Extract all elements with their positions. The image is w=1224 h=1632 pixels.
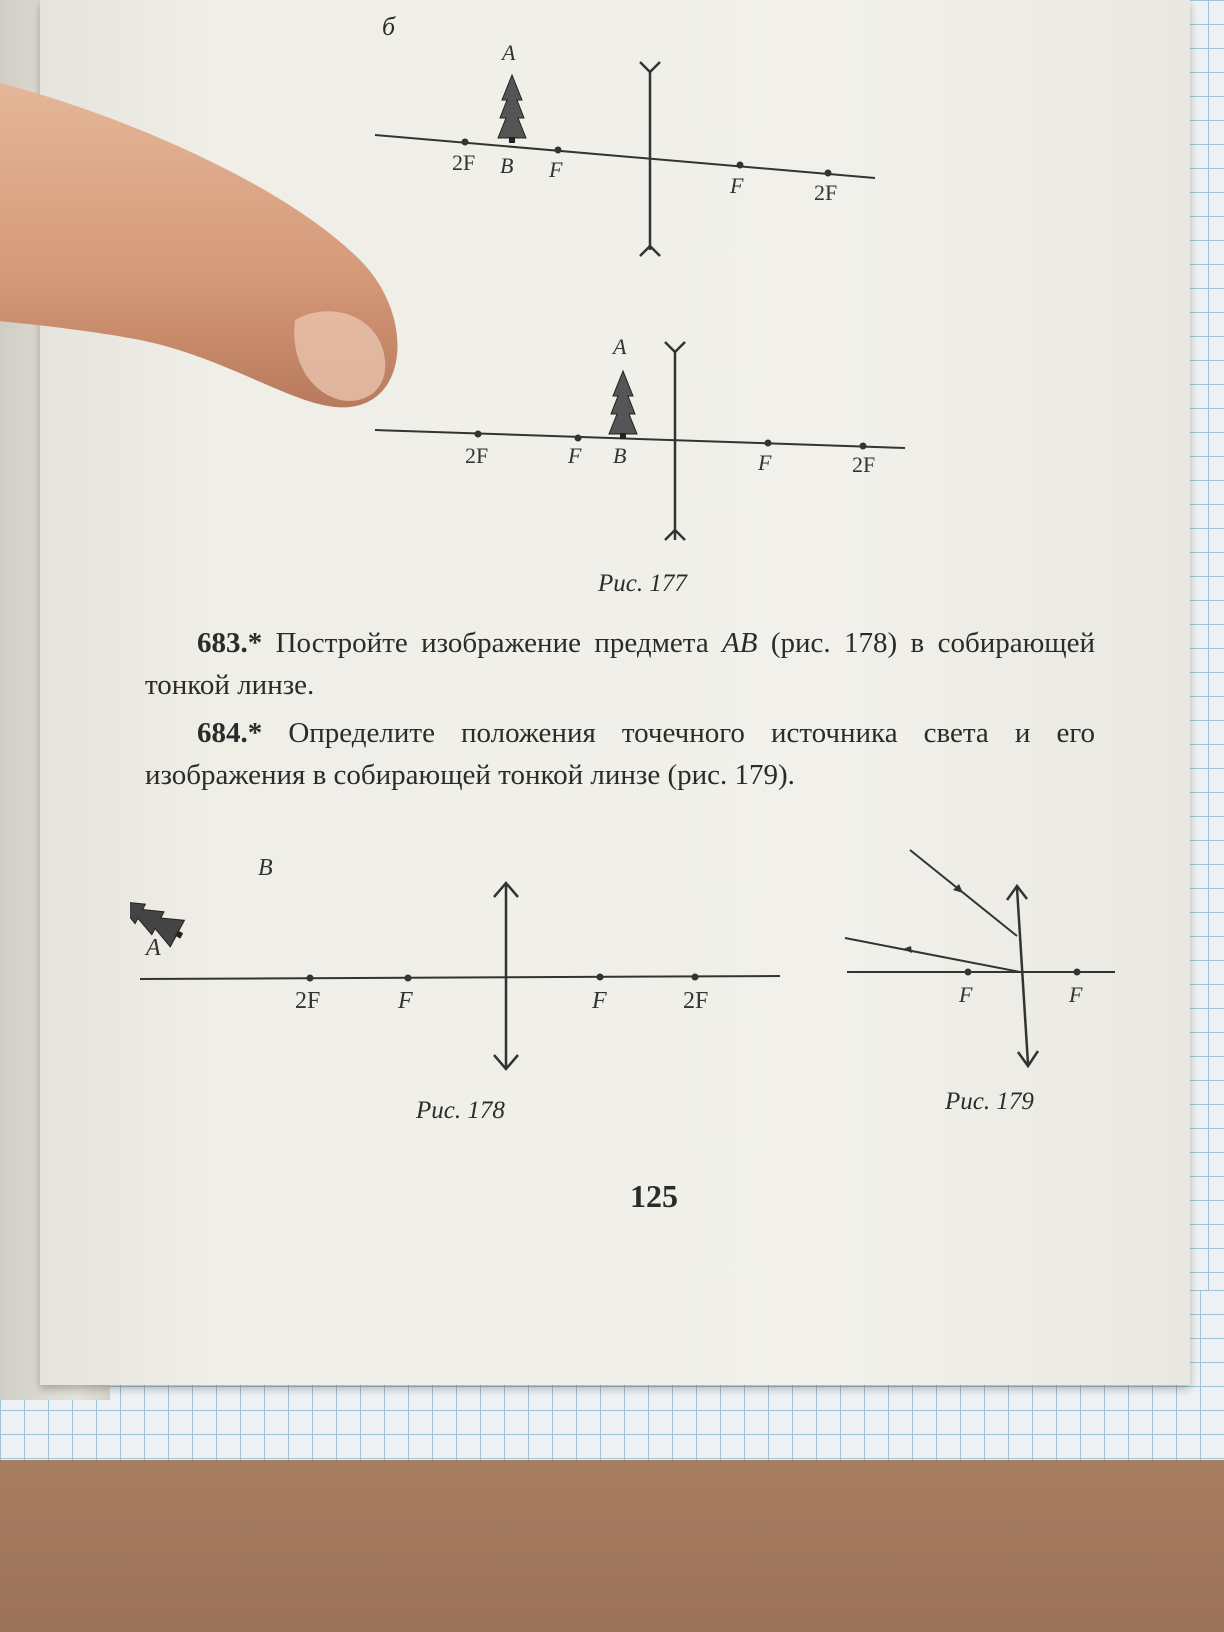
- fig177-caption: Рис. 177: [598, 570, 687, 597]
- finger-photo: [0, 60, 440, 430]
- label-f-left: F: [959, 982, 973, 1007]
- label-f-right: F: [592, 988, 607, 1014]
- fig178-diagram: [130, 855, 790, 1080]
- problem-text: Постройте изображение предмета: [275, 627, 723, 659]
- fig177-bottom-diagram: [370, 330, 910, 550]
- label-f-left: F: [568, 443, 582, 468]
- problem-683: [145, 622, 1095, 706]
- label-a: A: [146, 935, 161, 961]
- label-a: A: [502, 40, 516, 65]
- label-b: B: [613, 443, 627, 468]
- tree-object: [498, 75, 526, 143]
- lens-end-top: [665, 342, 685, 352]
- label-f-right: F: [758, 450, 772, 475]
- label-a: A: [613, 334, 627, 359]
- lens-end-top: [640, 62, 660, 72]
- label-f-left: F: [398, 988, 413, 1014]
- page-number: 125: [630, 1178, 678, 1214]
- problem-number: 684.*: [197, 717, 263, 749]
- problem-number: 683.*: [197, 627, 263, 659]
- subfigure-letter: б: [382, 12, 396, 41]
- label-b: B: [258, 855, 273, 881]
- ray-lower: [845, 938, 1020, 972]
- fig177-top-diagram: [370, 40, 890, 270]
- label-f-right: F: [730, 173, 744, 198]
- problem-italic: AB: [722, 627, 758, 659]
- label-2f-left: 2F: [452, 150, 476, 175]
- problem-text-end: (рис. 178) в собирающей тонкой линзе.: [145, 627, 1095, 701]
- problem-text: Определите положения точечного источника света и его изображения в собирающей тонкой линзе (рис. 179).: [145, 717, 1096, 791]
- ray-upper: [910, 850, 1017, 936]
- tree-object: [609, 371, 637, 439]
- label-2f-right: 2F: [814, 180, 838, 205]
- label-2f-left: 2F: [465, 443, 489, 468]
- problem-684: [145, 712, 1095, 796]
- fig179-caption: Рис. 179: [945, 1088, 1034, 1115]
- ray-arrowhead: [903, 946, 912, 953]
- label-b: B: [500, 153, 514, 178]
- label-2f-right: 2F: [683, 988, 709, 1014]
- label-f-left: F: [549, 157, 563, 182]
- fig178-caption: Рис. 178: [416, 1097, 505, 1124]
- lens-end-bottom: [640, 246, 660, 256]
- label-f-right: F: [1069, 982, 1083, 1007]
- label-2f-right: 2F: [852, 452, 876, 477]
- fig179-diagram: [835, 840, 1125, 1075]
- label-2f-left: 2F: [295, 988, 321, 1014]
